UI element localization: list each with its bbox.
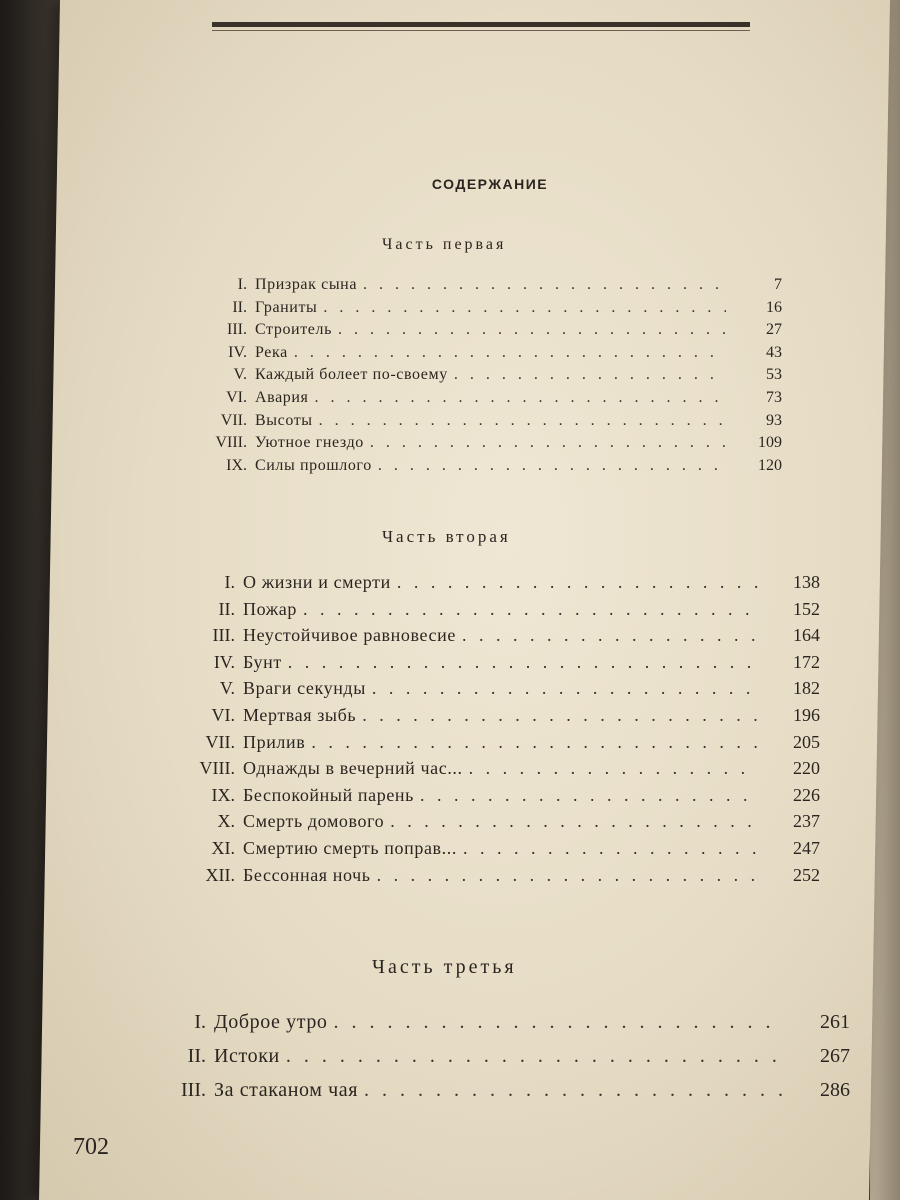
toc-entry — [140, 1045, 850, 1068]
toc-entry — [160, 434, 782, 452]
chapter-title: Авария — [255, 389, 309, 406]
chapter-page-number: 182 — [793, 678, 820, 699]
chapter-title: Граниты — [255, 298, 318, 316]
chapter-page-number: 252 — [793, 864, 820, 885]
toc-entry — [150, 625, 820, 646]
toc-entry — [140, 1011, 850, 1034]
chapter-title: Призрак сына — [255, 276, 358, 293]
chapter-title: Смертию смерть поправ... — [243, 838, 457, 858]
chapter-number: VI. — [226, 389, 247, 406]
dot-leader — [454, 366, 726, 384]
chapter-page-number: 172 — [793, 651, 820, 672]
chapter-title: Силы прошлого — [255, 456, 372, 474]
top-rule-thin — [212, 30, 750, 31]
toc-entry — [160, 321, 782, 339]
dot-leader — [334, 1011, 784, 1034]
chapter-page-number: 53 — [766, 366, 782, 384]
toc-entry — [150, 599, 820, 620]
chapter-title: Бунт — [243, 651, 282, 672]
toc-entry — [140, 1079, 850, 1102]
chapter-page-number: 205 — [793, 731, 820, 752]
chapter-page-number: 267 — [820, 1045, 850, 1067]
chapter-number: I. — [224, 572, 235, 592]
chapter-number: I. — [237, 276, 247, 293]
chapter-number: V. — [233, 366, 247, 384]
chapter-title: Неустойчивое равновесие — [243, 625, 456, 646]
dot-leader — [377, 865, 758, 886]
dot-leader — [338, 321, 726, 339]
dot-leader — [311, 732, 758, 753]
dot-leader — [364, 1079, 784, 1102]
chapter-number: VII. — [205, 731, 235, 752]
chapter-page-number: 226 — [793, 784, 820, 805]
dot-leader — [378, 457, 726, 475]
chapter-number: IX. — [226, 456, 247, 474]
dot-leader — [390, 811, 758, 832]
chapter-title: Беспокойный парень — [243, 784, 414, 805]
chapter-page-number: 220 — [793, 758, 820, 779]
contents-title: СОДЕРЖАНИЕ — [431, 176, 549, 192]
dot-leader — [363, 276, 726, 294]
chapter-number: V. — [219, 678, 235, 699]
toc-entry — [150, 678, 820, 699]
chapter-number: II. — [232, 298, 247, 316]
chapter-page-number: 120 — [758, 456, 782, 474]
chapter-title: За стаканом чая — [214, 1079, 359, 1101]
chapter-number: III. — [212, 625, 235, 646]
chapter-number: II. — [218, 598, 235, 619]
toc-entry — [160, 344, 782, 362]
chapter-number: XII. — [205, 864, 235, 885]
page-number: 702 — [73, 1134, 109, 1160]
toc-entry — [150, 811, 820, 832]
chapter-title: Строитель — [255, 321, 332, 339]
chapter-page-number: 152 — [793, 598, 820, 619]
dot-leader — [370, 434, 726, 452]
chapter-title: Бессонная ночь — [243, 864, 371, 885]
dot-leader — [397, 572, 758, 593]
toc-entry — [150, 785, 820, 806]
dot-leader — [420, 785, 758, 806]
chapter-title: Пожар — [243, 598, 297, 619]
dot-leader — [372, 678, 758, 699]
toc-entry — [160, 389, 782, 407]
part-heading: Часть первая — [382, 236, 507, 253]
toc-entry — [160, 299, 782, 317]
dot-leader — [315, 389, 726, 407]
toc-entry — [150, 705, 820, 726]
chapter-title: Однажды в вечерний час... — [243, 758, 463, 779]
toc-entry — [150, 838, 820, 859]
chapter-number: I. — [194, 1011, 206, 1033]
dot-leader — [294, 344, 726, 362]
page-content — [60, 0, 890, 1200]
chapter-number: XI. — [211, 838, 235, 858]
chapter-number: III. — [227, 321, 247, 339]
chapter-number: VI. — [211, 705, 235, 725]
toc-entry — [150, 652, 820, 673]
dot-leader — [323, 299, 726, 317]
chapter-title: Уютное гнездо — [255, 434, 364, 452]
chapter-number: II. — [187, 1045, 206, 1067]
chapter-page-number: 286 — [820, 1079, 850, 1101]
chapter-page-number: 27 — [766, 321, 782, 339]
dot-leader — [286, 1045, 784, 1068]
chapter-title: Истоки — [214, 1045, 280, 1067]
chapter-title: Река — [255, 343, 288, 361]
chapter-title: Прилив — [243, 731, 306, 752]
dot-leader — [462, 625, 758, 646]
chapter-number: X. — [217, 811, 235, 832]
chapter-title: Смерть домового — [243, 811, 385, 832]
chapter-page-number: 237 — [793, 811, 820, 832]
dot-leader — [362, 705, 758, 726]
chapter-page-number: 109 — [758, 434, 782, 452]
chapter-page-number: 93 — [766, 411, 782, 429]
top-rule — [212, 22, 750, 27]
chapter-number: VIII. — [215, 434, 247, 452]
chapter-number: VII. — [220, 411, 247, 429]
dot-leader — [319, 412, 726, 430]
chapter-title: Каждый болеет по-своему — [255, 366, 448, 384]
toc-entry — [150, 758, 820, 779]
chapter-page-number: 247 — [793, 838, 820, 858]
book-page — [39, 0, 890, 1200]
chapter-title: Доброе утро — [214, 1011, 328, 1033]
chapter-page-number: 164 — [793, 625, 820, 646]
chapter-number: IV. — [213, 651, 235, 672]
chapter-number: IV. — [228, 343, 247, 361]
toc-entry — [160, 366, 782, 384]
chapter-title: Мертвая зыбь — [243, 705, 357, 725]
toc-entry — [160, 276, 782, 294]
part-heading: Часть вторая — [382, 527, 511, 546]
chapter-page-number: 196 — [793, 705, 820, 725]
chapter-page-number: 73 — [766, 389, 782, 406]
toc-entry — [150, 865, 820, 886]
toc-entry — [150, 732, 820, 753]
chapter-page-number: 43 — [766, 343, 782, 361]
chapter-number: III. — [181, 1079, 206, 1101]
chapter-number: VIII. — [199, 758, 235, 779]
dot-leader — [288, 652, 758, 673]
chapter-page-number: 7 — [774, 276, 782, 293]
toc-entry — [160, 412, 782, 430]
dot-leader — [463, 838, 758, 859]
toc-entry — [150, 572, 820, 593]
chapter-title: Враги секунды — [243, 678, 366, 699]
dot-leader — [469, 758, 758, 779]
chapter-number: IX. — [211, 784, 235, 805]
toc-entry — [160, 457, 782, 475]
chapter-page-number: 138 — [793, 572, 820, 592]
chapter-page-number: 261 — [820, 1011, 850, 1033]
chapter-page-number: 16 — [766, 298, 782, 316]
chapter-title: О жизни и смерти — [243, 572, 391, 592]
part-heading: Часть третья — [372, 956, 517, 978]
chapter-title: Высоты — [255, 411, 313, 429]
dot-leader — [303, 599, 758, 620]
